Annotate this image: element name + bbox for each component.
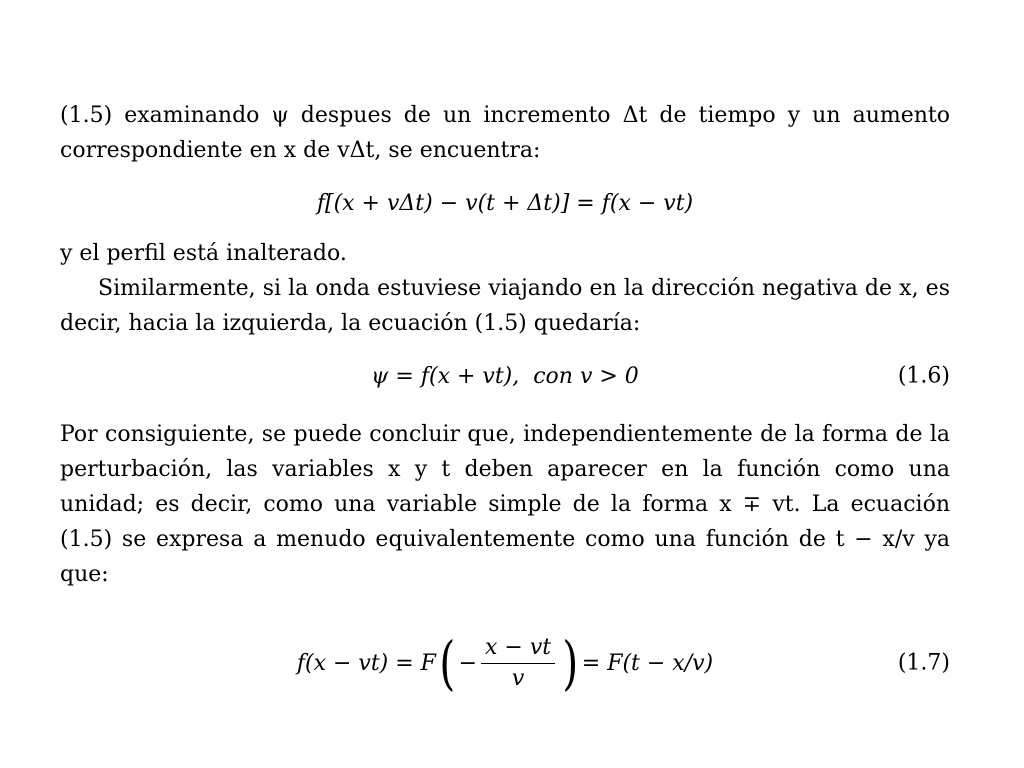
equation-1-6-body: ψ = f(x + vt), con v > 0 [371,363,639,389]
paragraph-1: (1.5) examinando ψ despues de un incremento Δt de tiempo y un aumento correspondiente en x de vΔt, se encuentra: [60,103,950,163]
fraction-denominator: v [511,665,525,691]
equation-1-7-body [296,629,714,697]
equation-1-7-minus: − [458,650,478,676]
left-paren: ( [439,629,456,697]
right-paren: ) [562,629,579,697]
equation-1-6-number: (1.6) [897,363,950,389]
equation-perfil-body: f[(x + vΔt) − v(t + Δt)] = f(x − vt) [316,190,694,216]
document-page [60,98,950,706]
equation-1-7-number: (1.7) [897,650,950,676]
equation-perfil [60,178,950,228]
paragraph-3: Similarmente, si la onda estuviese viajando en la dirección negativa de x, es decir, hacia la izquierda, la ecuación (1.5) quedaría: [60,276,950,336]
equation-1-6 [60,351,950,401]
equation-1-7-rhs: = F(t − x/v) [581,650,714,676]
equation-1-7 [60,620,950,706]
paragraph-2: y el perfil está inalterado. [60,241,347,266]
fraction-numerator: x − vt [481,633,555,664]
equation-1-7-fraction [481,633,555,694]
equation-1-7-lhs: f(x − vt) = F [296,650,436,676]
paragraph-4: Por consiguiente, se puede concluir que, independientemente de la forma de la perturbación, las variables x y t deben aparecer en la función como una unidad; es decir, como una variable simple de la forma x ∓ vt. La ecuación (1.5) se expresa a menudo equivalentemente como una función de t − x/v ya que: [60,422,950,587]
